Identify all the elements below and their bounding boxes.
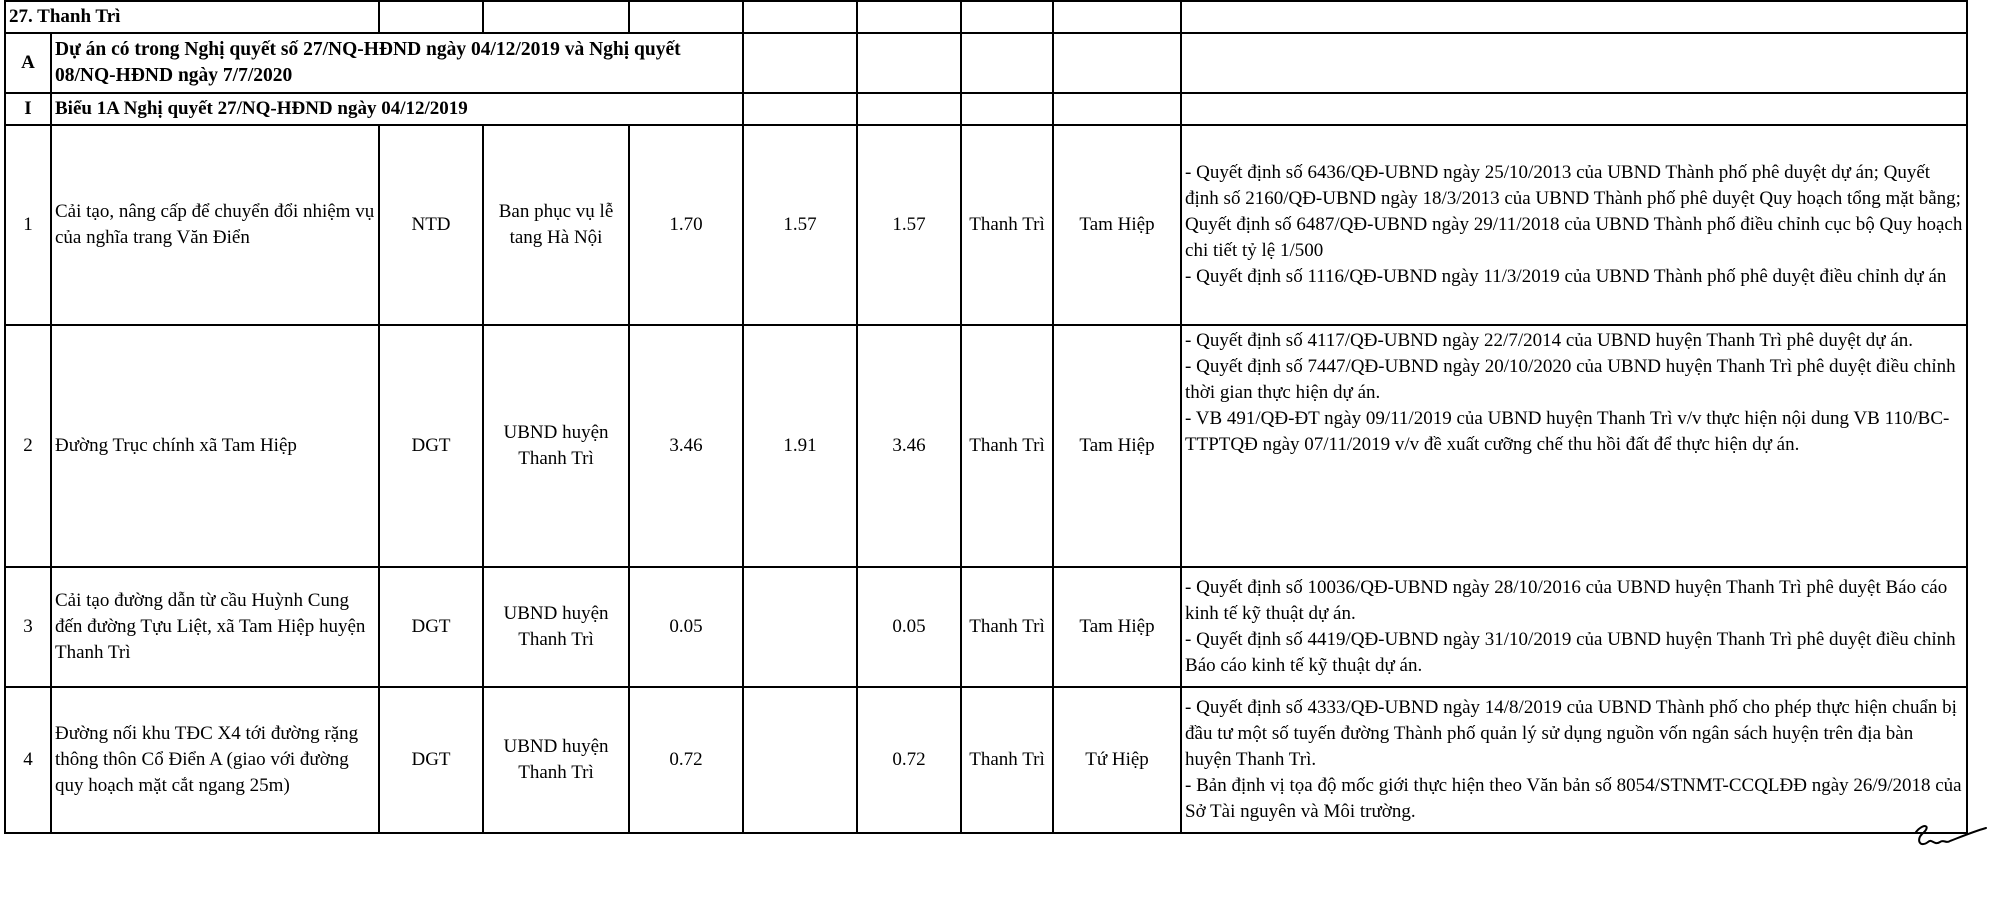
land-type-code: NTD [379,125,483,325]
area-value-1: 1.70 [629,125,743,325]
commune-name: Tam Hiệp [1053,325,1181,567]
project-owner: UBND huyện Thanh Trì [483,325,629,567]
area-value-3: 1.57 [857,125,961,325]
area-value-2: 1.91 [743,325,857,567]
legal-basis-line: - Quyết định số 10036/QĐ-UBND ngày 28/10/2016 của UBND huyện Thanh Trì phê duyệt Báo cáo kinh tế kỹ thuật dự án. [1185,577,1948,624]
legal-basis-line: - Quyết định số 6436/QĐ-UBND ngày 25/10/2013 của UBND Thành phố phê duyệt dự án; Quyết định số 2160/QĐ-UBND ngày 18/3/2013 của UBND Thành phố phê duyệt Quy hoạch tổng mặt bằng; Quyết định số 6487/QĐ-UBND ngày 29/11/2018 của UBND Thành phố điều chỉnh cục bộ Quy hoạch chi tiết tỷ lệ 1/500 [1185,162,1963,261]
district-name: Thanh Trì [961,325,1053,567]
land-type-code: DGT [379,567,483,687]
row-number: 2 [5,325,51,567]
project-owner: UBND huyện Thanh Trì [483,687,629,833]
area-value-1: 3.46 [629,325,743,567]
land-type-code: DGT [379,325,483,567]
row-number: 3 [5,567,51,687]
group-a-code: A [5,33,51,93]
handwritten-initials-signature [1910,818,1990,858]
project-name: Cải tạo đường dẫn từ cầu Huỳnh Cung đến đường Tựu Liệt, xã Tam Hiệp huyện Thanh Trì [51,567,379,687]
legal-basis-line: - Quyết định số 4419/QĐ-UBND ngày 31/10/2019 của UBND huyện Thanh Trì phê duyệt điều chỉnh Báo cáo kinh tế kỹ thuật dự án. [1185,629,1956,676]
district-name: Thanh Trì [961,125,1053,325]
table-row [5,567,1967,687]
table-row [5,687,1967,833]
legal-basis-notes [1181,687,1967,833]
section-header-row [5,1,1967,33]
legal-basis-line: - Quyết định số 7447/QĐ-UBND ngày 20/10/2020 của UBND huyện Thanh Trì phê duyệt điều chỉnh thời gian thực hiện dự án. [1185,356,1956,403]
legal-basis-line: - Quyết định số 4117/QĐ-UBND ngày 22/7/2014 của UBND huyện Thanh Trì phê duyệt dự án. [1185,330,1914,351]
area-value-1: 0.05 [629,567,743,687]
project-name: Đường nối khu TĐC X4 tới đường rặng thông thôn Cổ Điển A (giao với đường quy hoạch mặt cắt ngang 25m) [51,687,379,833]
area-value-2 [743,567,857,687]
district-name: Thanh Trì [961,687,1053,833]
row-number: 1 [5,125,51,325]
legal-basis-line: - Quyết định số 1116/QĐ-UBND ngày 11/3/2019 của UBND Thành phố phê duyệt điều chỉnh dự án [1185,266,1947,287]
row-number: 4 [5,687,51,833]
legal-basis-notes [1181,325,1967,567]
area-value-1: 0.72 [629,687,743,833]
legal-basis-line: - Bản định vị tọa độ mốc giới thực hiện theo Văn bản số 8054/STNMT-CCQLĐĐ ngày 26/9/2018 của Sở Tài nguyên và Môi trường. [1185,775,1962,822]
land-type-code: DGT [379,687,483,833]
land-use-project-table [4,0,1968,834]
table-row [5,325,1967,567]
project-owner: UBND huyện Thanh Trì [483,567,629,687]
project-name: Cải tạo, nâng cấp để chuyển đổi nhiệm vụ của nghĩa trang Văn Điển [51,125,379,325]
group-a-row [5,33,1967,93]
commune-name: Tam Hiệp [1053,567,1181,687]
group-i-code: I [5,93,51,125]
commune-name: Tứ Hiệp [1053,687,1181,833]
area-value-2 [743,687,857,833]
legal-basis-notes [1181,567,1967,687]
group-i-row [5,93,1967,125]
group-i-title: Biểu 1A Nghị quyết 27/NQ-HĐND ngày 04/12/2019 [51,93,743,125]
group-a-title: Dự án có trong Nghị quyết số 27/NQ-HĐND ngày 04/12/2019 và Nghị quyết 08/NQ-HĐND ngày 7/7/2020 [51,33,743,93]
legal-basis-line: - VB 491/QĐ-ĐT ngày 09/11/2019 của UBND huyện Thanh Trì v/v thực hiện nội dung VB 110/BC-TTPTQĐ ngày 07/11/2019 v/v đề xuất cưỡng chế thu hồi đất để thực hiện dự án. [1185,408,1950,455]
project-name: Đường Trục chính xã Tam Hiệp [51,325,379,567]
project-owner: Ban phục vụ lễ tang Hà Nội [483,125,629,325]
district-name: Thanh Trì [961,567,1053,687]
section-title: 27. Thanh Trì [5,1,379,33]
area-value-3: 3.46 [857,325,961,567]
table-row [5,125,1967,325]
area-value-3: 0.72 [857,687,961,833]
legal-basis-line: - Quyết định số 4333/QĐ-UBND ngày 14/8/2019 của UBND Thành phố cho phép thực hiện chuẩn bị đầu tư một số tuyến đường Thành phố quản lý sử dụng nguồn vốn ngân sách huyện trên địa bàn huyện Thanh Trì. [1185,697,1957,770]
legal-basis-notes [1181,125,1967,325]
area-value-2: 1.57 [743,125,857,325]
commune-name: Tam Hiệp [1053,125,1181,325]
area-value-3: 0.05 [857,567,961,687]
